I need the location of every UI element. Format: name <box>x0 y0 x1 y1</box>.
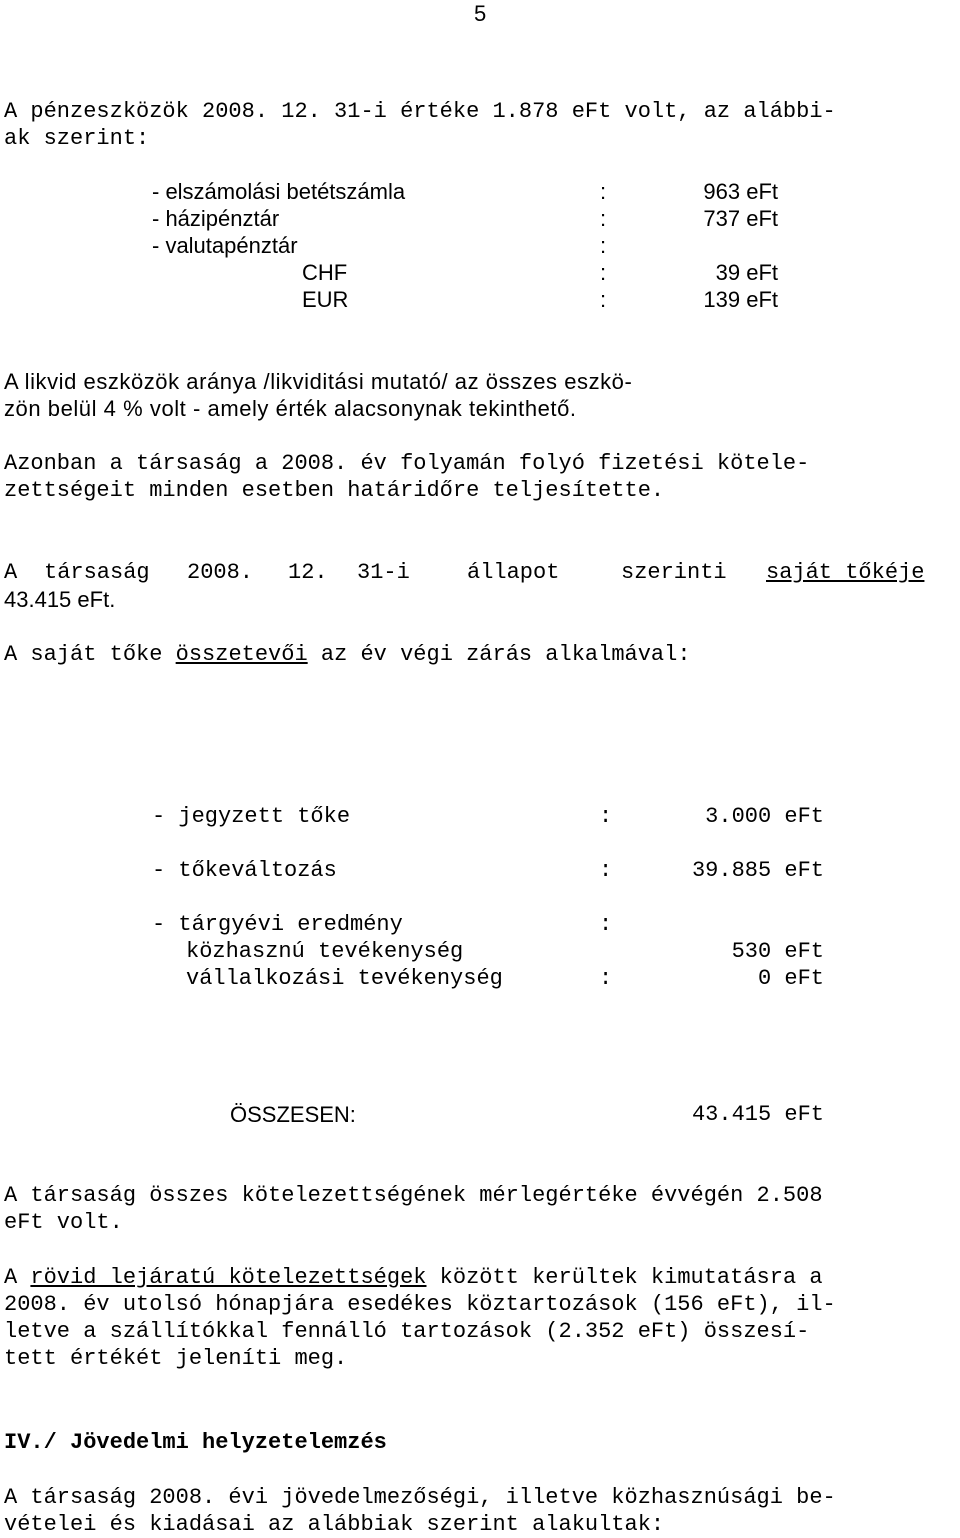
page-number: 5 <box>474 1 487 26</box>
cash-item-value: 39 eFt <box>715 260 778 285</box>
colon: : <box>599 804 613 829</box>
colon: : <box>599 912 613 937</box>
text-line: letve a szállítókkal fennálló tartozások (2.352 eFt) összesí- <box>4 1319 810 1344</box>
cash-item-label: EUR <box>302 287 349 312</box>
text-word: szerinti <box>621 560 727 585</box>
cash-item-value: 963 eFt <box>703 179 778 204</box>
equity-item-label: - tőkeváltozás <box>152 858 337 883</box>
text-word: állapot <box>467 560 560 585</box>
text-span: között kerültek kimutatásra a <box>426 1265 823 1290</box>
equity-item-label: - tárgyévi eredmény <box>152 912 403 937</box>
text-word: 12. <box>288 560 328 585</box>
text-line: Azonban a társaság a 2008. év folyamán folyó fizetési kötele- <box>4 451 810 476</box>
cash-item-label: - elszámolási betétszámla <box>152 179 406 204</box>
cash-item-value: 737 eFt <box>703 206 778 231</box>
text-word: 31-i <box>357 560 410 585</box>
colon: : <box>600 206 607 231</box>
text-word: A <box>4 560 18 585</box>
text-line: 43.415 eFt. <box>4 587 116 612</box>
text-span: az év végi zárás alkalmával: <box>307 642 691 667</box>
text-line: zön belül 4 % volt - amely érték alacsonynak tekinthető. <box>4 396 577 421</box>
colon: : <box>599 858 613 883</box>
equity-item-label: vállalkozási tevékenység <box>186 966 503 991</box>
text-line: A likvid eszközök aránya /likviditási mutató/ az összes eszkö- <box>4 369 633 394</box>
colon: : <box>600 260 607 285</box>
text-span: A <box>4 1265 31 1290</box>
text-word: 2008. <box>187 560 254 585</box>
text-span: A saját tőke <box>4 642 176 667</box>
text-line: A pénzeszközök 2008. 12. 31-i értéke 1.878 eFt volt, az alábbi- <box>4 99 836 124</box>
colon: : <box>599 966 613 991</box>
colon: : <box>600 233 607 258</box>
underlined-text: összetevői <box>175 642 308 667</box>
underlined-text: rövid lejáratú kötelezettségek <box>30 1265 427 1290</box>
text-line: tett értékét jeleníti meg. <box>4 1346 348 1371</box>
text-line: eFt volt. <box>4 1210 123 1235</box>
total-value: 43.415 eFt <box>691 1102 824 1127</box>
equity-item-value: 39.885 eFt <box>691 858 824 883</box>
text-line: A társaság 2008. évi jövedelmezőségi, illetve közhasznúsági be- <box>4 1485 836 1510</box>
colon: : <box>600 287 607 312</box>
cash-item-label: - házipénztár <box>152 206 280 231</box>
text-word: társaság <box>44 560 150 585</box>
section-heading: IV./ Jövedelmi helyzetelemzés <box>4 1430 387 1455</box>
equity-item-value: 530 eFt <box>731 939 824 964</box>
cash-item-label: - valutapénztár <box>152 233 298 258</box>
text-line <box>4 1264 823 1291</box>
text-line: ak szerint: <box>4 126 150 151</box>
cash-item-value: 139 eFt <box>703 287 778 312</box>
equity-item-value: 0 eFt <box>757 966 824 991</box>
text-line: 2008. év utolsó hónapjára esedékes köztartozások (156 eFt), il- <box>4 1292 836 1317</box>
underlined-text: saját tőkéje <box>766 560 925 585</box>
equity-components-intro <box>4 641 691 668</box>
equity-item-label: közhasznú tevékenység <box>186 939 464 964</box>
total-label: ÖSSZESEN: <box>230 1102 356 1127</box>
text-line: zettségeit minden esetben határidőre teljesítette. <box>4 478 665 503</box>
text-line: A társaság összes kötelezettségének mérlegértéke évvégén 2.508 <box>4 1183 823 1208</box>
text-line: vételei és kiadásai az alábbiak szerint alakultak: <box>4 1512 665 1537</box>
equity-item-value: 3.000 eFt <box>705 804 824 829</box>
cash-item-label: CHF <box>302 260 348 285</box>
colon: : <box>600 179 607 204</box>
equity-item-label: - jegyzett tőke <box>152 804 351 829</box>
